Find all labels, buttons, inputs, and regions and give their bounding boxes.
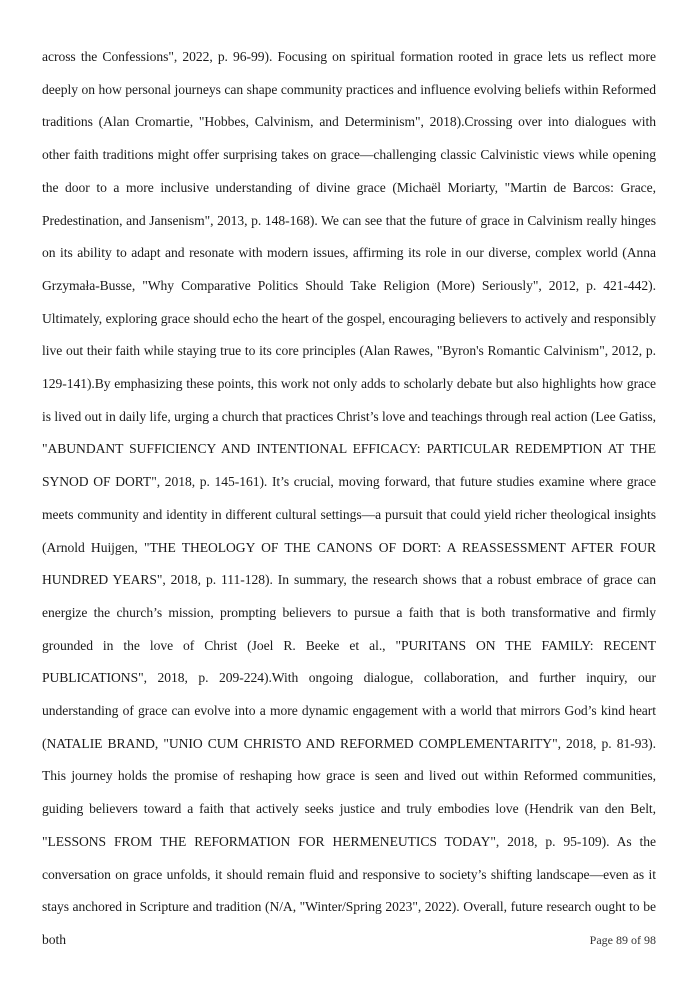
body-paragraph: across the Confessions", 2022, p. 96-99). Focusing on spiritual formation rooted in grace lets us reflect more deeply on how personal journeys can shape community practices and influence evolving beliefs within Reformed traditions (Alan Cromartie, "Hobbes, Calvinism, and Determinism", 2018).Crossing over into dialogues with other faith traditions might offer surprising takes on grace—challenging classic Calvinistic views while opening the door to a more inclusive understanding of divine grace (Michaël Moriarty, "Martin de Barcos: Grace, Predestination, and Jansenism", 2013, p. 148-168). We can see that the future of grace in Calvinism really hinges on its ability to adapt and resonate with modern issues, affirming its role in our diverse, complex world (Anna Grzymała-Busse, "Why Comparative Politics Should Take Religion (More) Seriously", 2012, p. 421-442). Ultimately, exploring grace should echo the heart of the gospel, encouraging believers to actively and responsibly live out their faith while staying true to its core principles (Alan Rawes, "Byron's Romantic Calvinism", 2012, p. 129-141).By emphasizing these points, this work not only adds to scholarly debate but also highlights how grace is lived out in daily life, urging a church that practices Christ’s love and teachings through real action (Lee Gatiss, "ABUNDANT SUFFICIENCY AND INTENTIONAL EFFICACY: PARTICULAR REDEMPTION AT THE SYNOD OF DORT", 2018, p. 145-161). It’s crucial, moving forward, that future studies examine where grace meets community and identity in different cultural settings—a pursuit that could yield richer theological insights (Arnold Huijgen, "THE THEOLOGY OF THE CANONS OF DORT: A REASSESSMENT AFTER FOUR HUNDRED YEARS", 2018, p. 111-128). In summary, the research shows that a robust embrace of grace can energize the church’s mission, prompting believers to pursue a faith that is both transformative and firmly grounded in the love of Christ (Joel R. Beeke et al., "PURITANS ON THE FAMILY: RECENT PUBLICATIONS", 2018, p. 209-224).With ongoing dialogue, collaboration, and further inquiry, our understanding of grace can evolve into a more dynamic engagement with a world that mirrors God’s kind heart (NATALIE BRAND, "UNIO CUM CHRISTO AND REFORMED COMPLEMENTARITY", 2018, p. 81-93). This journey holds the promise of reshaping how grace is seen and lived out within Reformed communities, guiding believers toward a faith that actively seeks justice and truly embodies love (Hendrik van den Belt, "LESSONS FROM THE REFORMATION FOR HERMENEUTICS TODAY", 2018, p. 95-109). As the conversation on grace unfolds, it should remain fluid and responsive to society’s shifting landscape—even as it stays anchored in Scripture and tradition (N/A, "Winter/Spring 2023", 2022). Overall, future research ought to be both <box>42 49 656 947</box>
page-number: Page 89 of 98 <box>589 933 656 947</box>
